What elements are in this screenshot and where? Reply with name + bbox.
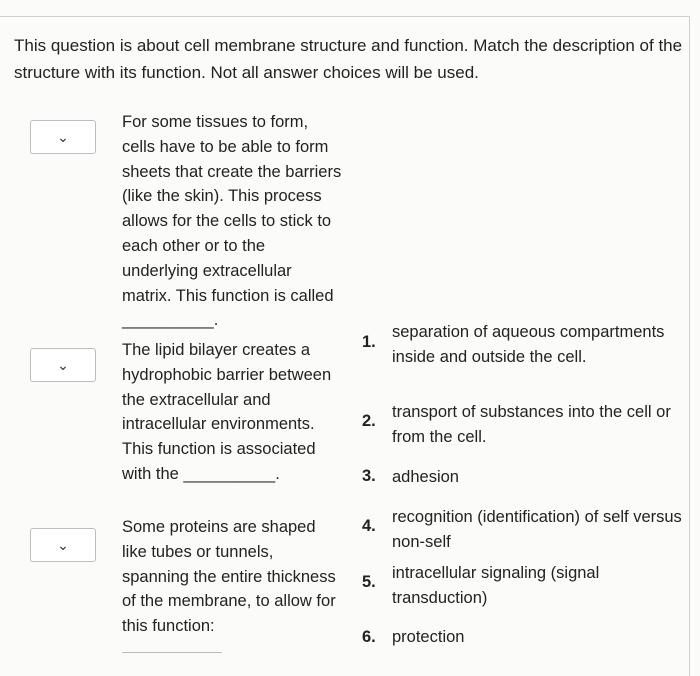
- option-number-2: 2.: [362, 412, 376, 430]
- option-text-4: recognition (identification) of self versus non-self: [392, 508, 682, 551]
- option-number-5: 5.: [362, 573, 376, 591]
- option-text-5: intracellular signaling (signal transduction): [392, 564, 600, 607]
- item-blank-2: __________.: [183, 464, 280, 483]
- item-description-1: [122, 110, 344, 333]
- answer-dropdown-2[interactable]: [30, 348, 96, 382]
- item-description-1-text: For some tissues to form, cells have to be able to form sheets that create the barriers (like the skin). This process allows for the cells to stick to each other or to the underlying extracellular matrix. This function is called: [122, 113, 342, 305]
- question-intro: This question is about cell membrane structure and function. Match the description of the structure with its function. Not all answer choices will be used.: [14, 36, 683, 82]
- option-number-6: 6.: [362, 628, 376, 646]
- item-blank-3-line: [122, 652, 222, 653]
- chevron-down-icon: ⌄: [57, 129, 69, 145]
- answer-dropdown-1[interactable]: [30, 120, 96, 154]
- item-description-2-text: The lipid bilayer creates a hydrophobic barrier between the extracellular and intracellular environments. This function is associated with the: [122, 341, 332, 483]
- item-description-3: [122, 515, 344, 639]
- option-text-3: adhesion: [392, 468, 459, 486]
- answer-dropdown-3[interactable]: [30, 528, 96, 562]
- option-text-6: protection: [392, 628, 465, 646]
- option-number-3: 3.: [362, 467, 376, 485]
- chevron-down-icon: ⌄: [57, 537, 69, 553]
- option-text-1: separation of aqueous compartments inside and outside the cell.: [392, 323, 665, 366]
- item-description-3-text: Some proteins are shaped like tubes or tunnels, spanning the entire thickness of the membrane, to allow for this function:: [122, 518, 336, 636]
- item-blank-1: __________.: [122, 311, 219, 330]
- item-description-2: [122, 338, 344, 487]
- chevron-down-icon: ⌄: [57, 357, 69, 373]
- option-text-2: transport of substances into the cell or from the cell.: [392, 403, 671, 446]
- option-number-4: 4.: [362, 517, 376, 535]
- option-number-1: 1.: [362, 333, 376, 351]
